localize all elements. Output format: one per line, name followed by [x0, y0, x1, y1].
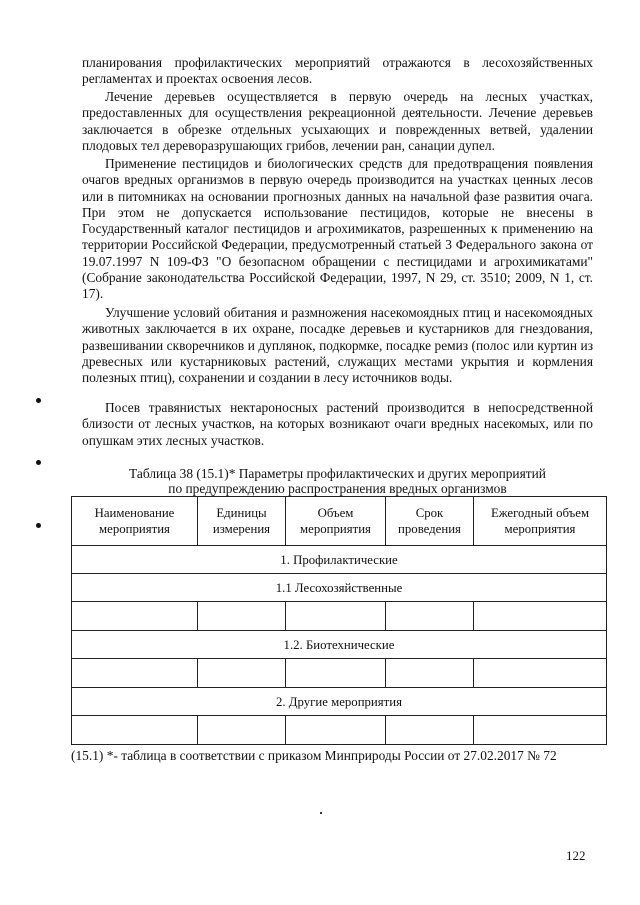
section-label: 1.1 Лесохозяйственные [72, 574, 607, 602]
section-label: 1. Профилактические [72, 546, 607, 574]
empty-table-row [72, 659, 607, 688]
page-number: 122 [566, 848, 586, 863]
col-header-annual-volume: Ежегодный объем мероприятия [474, 497, 607, 546]
table-caption-line-1: Таблица 38 (15.1)* Параметры профилактических и других мероприятий [129, 466, 546, 481]
scan-speck [320, 812, 322, 814]
col-header-units: Единицы измерения [198, 497, 286, 546]
col-header-period: Срок проведения [386, 497, 474, 546]
empty-table-row [72, 602, 607, 631]
paragraph-nectar-plants: Посев травянистых нектароносных растений производится в непосредственной близости от лесных участков, на которых возникают очаги вредных насекомых, или по опушкам этих лесных участков. [82, 400, 593, 448]
col-header-volume: Объем мероприятия [286, 497, 386, 546]
binding-hole-mark [36, 523, 41, 528]
col-header-name: Наименование мероприятия [72, 497, 198, 546]
paragraph-pesticides: Применение пестицидов и биологических средств для предотвращения появления очагов вредных организмов в первую очередь производится на участках ценных лесов или в питомниках на основании прогнозных данных на начальной фазе развития очага. При этом не допускается использование пестицидов, которые не внесены в Государственный каталог пестицидов и агрохимикатов, разрешенных к применению на территории Российской Федерации, предусмотренный статьей 3 Федерального закона от 19.07.1997 N 109-ФЗ "О безопасном обращении с пестицидами и агрохимикатами" (Собрание законодательства Российской Федерации, 1997, N 29, ст. 3510; 2009, N 1, ст. 17). [82, 156, 593, 302]
table-caption [82, 466, 593, 496]
table-header-row [72, 497, 607, 546]
section-row [72, 546, 607, 574]
section-label: 1.2. Биотехнические [72, 631, 607, 659]
table-caption-line-2: по предупреждению распространения вредных организмов [168, 481, 507, 496]
measures-table [71, 496, 607, 745]
paragraph-bird-habitat: Улучшение условий обитания и размножения насекомоядных птиц и насекомоядных животных заключается в их охране, посадке деревьев и кустарников для гнездования, развешивании скворечников и дуплянок, подкормке, посадке ремиз (полос или куртин из древесных или кустарниковых растений, служащих местами укрытия и кормления полезных птиц), сохранении и создании в лесу источников воды. [82, 305, 593, 386]
paragraph-tree-treatment: Лечение деревьев осуществляется в первую очередь на лесных участках, предоставленных для осуществления рекреационной деятельности. Лечение деревьев заключается в обрезке отдельных усыхающих и поврежденных ветвей, удалении плодовых тел дереворазрушающих грибов, лечении ран, санации дупел. [82, 89, 593, 153]
section-row [72, 688, 607, 716]
empty-table-row [72, 716, 607, 745]
section-label: 2. Другие мероприятия [72, 688, 607, 716]
binding-hole-mark [36, 398, 41, 403]
section-row [72, 574, 607, 602]
binding-hole-mark [36, 460, 41, 465]
table-footnote: (15.1) *- таблица в соответствии с приказом Минприроды России от 27.02.2017 № 72 [71, 748, 557, 763]
section-row [72, 631, 607, 659]
paragraph-intro: планирования профилактических мероприятий отражаются в лесохозяйственных регламентах и проектах освоения лесов. [82, 55, 593, 87]
